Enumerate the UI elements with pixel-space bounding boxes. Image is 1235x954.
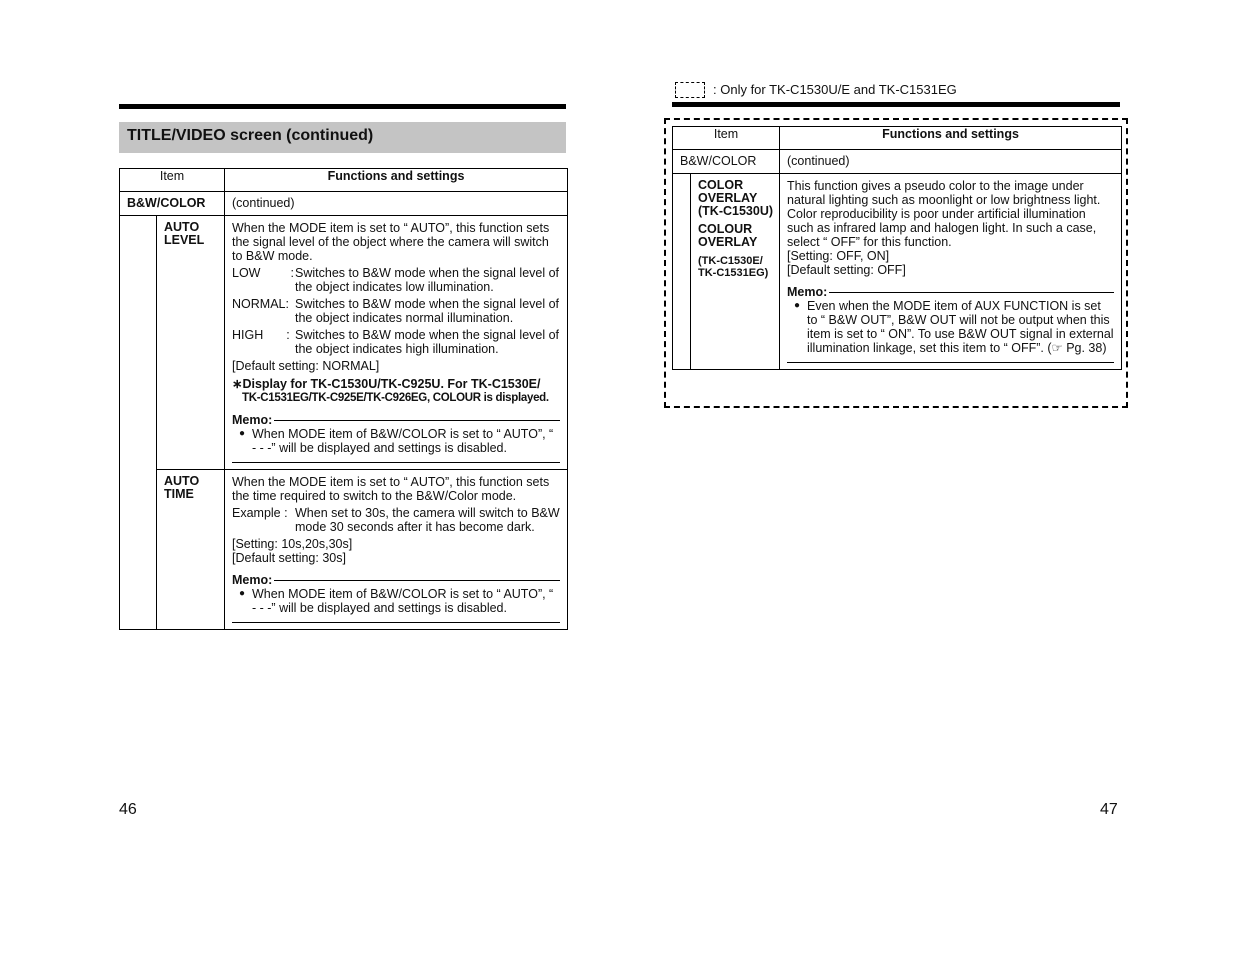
- name-line: COLOR: [698, 178, 744, 192]
- option-normal-key: NORMAL:: [232, 297, 289, 311]
- memo-item: [232, 427, 560, 455]
- page-number: 46: [119, 801, 137, 818]
- auto-time-name-line1: AUTO: [164, 474, 200, 488]
- display-note-line1: ∗Display for TK-C1530U/TK-C925U. For TK-C1530E/: [232, 377, 541, 391]
- option-normal-value: Switches to B&W mode when the signal level of the object indicates normal illumination.: [295, 297, 560, 325]
- header-item: Item: [673, 127, 780, 150]
- name-line: OVERLAY: [698, 235, 758, 249]
- color-overlay-default: [Default setting: OFF]: [787, 263, 906, 277]
- header-functions: Functions and settings: [780, 127, 1122, 150]
- color-overlay-name: [691, 174, 780, 370]
- auto-time-setting: [Setting: 10s,20s,30s]: [232, 537, 353, 551]
- section-title: TITLE/VIDEO screen (continued): [119, 122, 566, 153]
- memo-box: [787, 285, 1114, 363]
- color-overlay-setting: [Setting: OFF, ON]: [787, 249, 890, 263]
- auto-time-default: [Default setting: 30s]: [232, 551, 346, 565]
- name-line: OVERLAY: [698, 191, 758, 205]
- auto-level-desc: When the MODE item is set to “ AUTO”, this function sets the signal level of the object where the camera will switch to B&W mode.: [232, 221, 550, 263]
- dashed-box-icon: [675, 82, 705, 98]
- memo-item: [787, 299, 1114, 355]
- memo-text: When MODE item of B&W/COLOR is set to “ AUTO”, “ - - -” will be displayed and settings is disabled.: [252, 427, 554, 455]
- memo-label: Memo:: [232, 573, 273, 587]
- option-high-key: HIGH :: [232, 328, 290, 342]
- memo-item: [232, 587, 560, 615]
- indent-cell: [673, 174, 691, 370]
- page-number: 47: [1100, 801, 1118, 818]
- memo-label: Memo:: [787, 285, 828, 299]
- color-overlay-desc: This function gives a pseudo color to the image under natural lighting such as moonlight or low brightness light. Color reproducibility is poor under artificial illumination such as infrared lamp and halogen light. In such a case, select “ OFF” for this function.: [787, 179, 1101, 249]
- settings-table: [672, 126, 1122, 370]
- group-name: B&W/COLOR: [120, 192, 225, 216]
- header-functions: Functions and settings: [225, 169, 568, 192]
- bullet-icon: ●: [238, 428, 246, 439]
- auto-time-name: [157, 470, 225, 630]
- auto-time-content: [225, 470, 568, 630]
- option-high: [232, 328, 560, 356]
- group-name: B&W/COLOR: [673, 150, 780, 174]
- memo-text: Even when the MODE item of AUX FUNCTION is set to “ B&W OUT”, B&W OUT will not be output when this item is set to “ ON”. To use B&W OUT signal in external illumination linkage, set this item to “ OFF”. (☞ Pg. 38): [807, 299, 1114, 355]
- auto-time-name-line2: TIME: [164, 487, 194, 501]
- memo-label: Memo:: [232, 413, 273, 427]
- example-value: When set to 30s, the camera will switch to B&W mode 30 seconds after it has become dark.: [295, 506, 560, 534]
- display-note-line2: TK-C1531EG/TK-C925E/TK-C926EG, COLOUR is displayed.: [242, 392, 549, 404]
- indent-cell: [120, 216, 157, 630]
- bullet-icon: ●: [793, 300, 801, 311]
- memo-box: [232, 413, 560, 463]
- option-high-value: Switches to B&W mode when the signal level of the object indicates high illumination.: [295, 328, 560, 356]
- option-low-value: Switches to B&W mode when the signal level of the object indicates low illumination.: [295, 266, 560, 294]
- legend-text: : Only for TK-C1530U/E and TK-C1531EG: [713, 82, 957, 97]
- bullet-icon: ●: [238, 588, 246, 599]
- auto-level-default: [Default setting: NORMAL]: [232, 359, 380, 373]
- name-line: COLOUR: [698, 222, 753, 236]
- auto-time-desc: When the MODE item is set to “ AUTO”, this function sets the time required to switch to the B&W/Color mode.: [232, 475, 550, 503]
- name-line: (TK-C1530E/: [698, 255, 763, 267]
- group-note: (continued): [780, 150, 1122, 174]
- example-row: [232, 506, 560, 534]
- header-item: Item: [120, 169, 225, 192]
- auto-level-name-line1: AUTO: [164, 220, 200, 234]
- memo-text: When MODE item of B&W/COLOR is set to “ AUTO”, “ - - -” will be displayed and settings is disabled.: [252, 587, 554, 615]
- option-normal: [232, 297, 560, 325]
- memo-box: [232, 573, 560, 623]
- auto-level-name: [157, 216, 225, 470]
- example-key: Example :: [232, 506, 288, 520]
- left-page: [0, 0, 617, 954]
- group-note: (continued): [225, 192, 568, 216]
- legend: [675, 82, 957, 98]
- auto-level-name-line2: LEVEL: [164, 233, 205, 247]
- option-low: [232, 266, 560, 294]
- name-line: (TK-C1530U): [698, 204, 774, 218]
- top-rule: [119, 104, 566, 109]
- color-overlay-content: [780, 174, 1122, 370]
- settings-table: [119, 168, 568, 630]
- name-line: TK-C1531EG): [698, 267, 769, 279]
- top-rule: [672, 102, 1120, 107]
- option-low-key: LOW :: [232, 266, 294, 280]
- auto-level-content: [225, 216, 568, 470]
